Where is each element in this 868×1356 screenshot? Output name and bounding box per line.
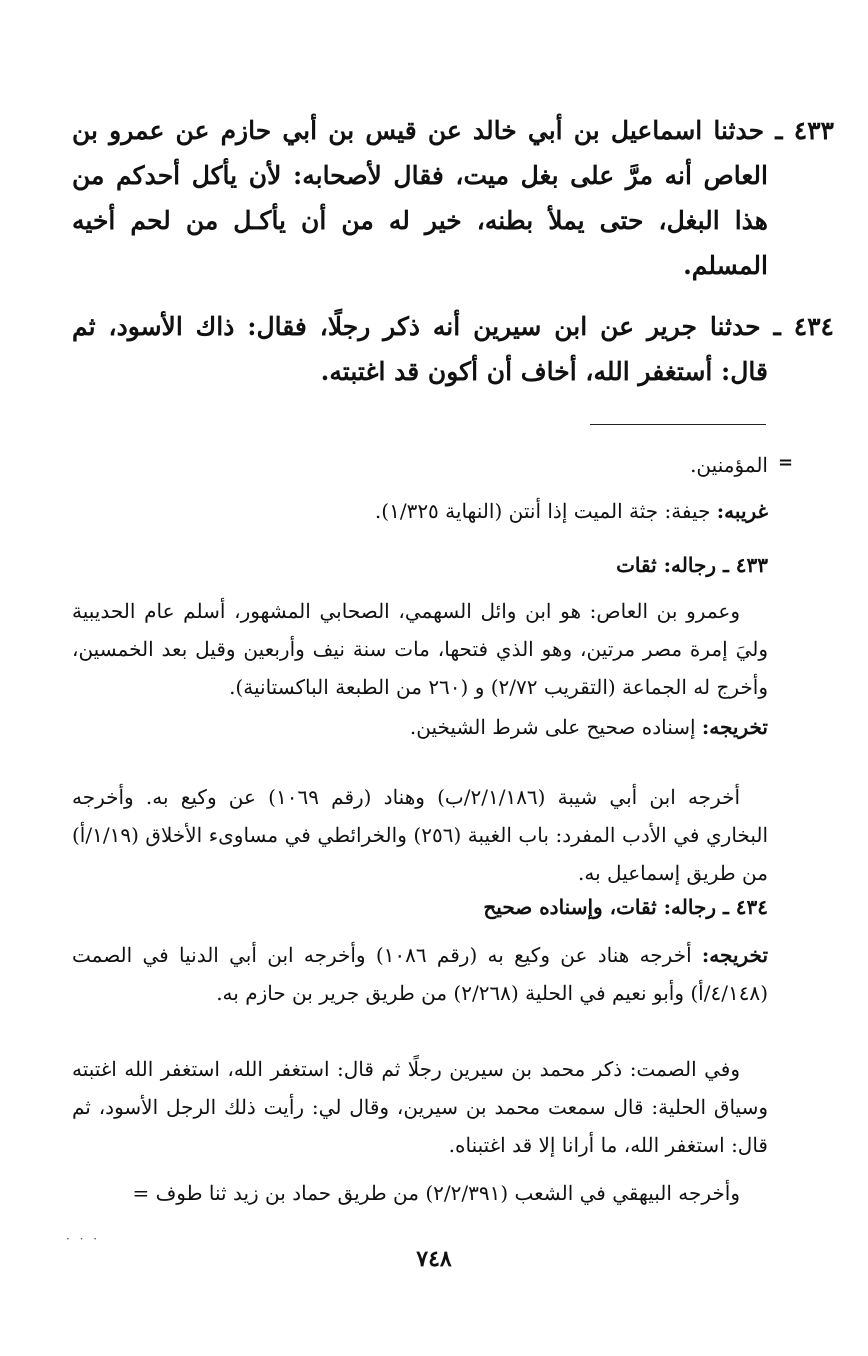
page-number: ٧٤٨ (416, 1246, 452, 1272)
gharib-text: جيفة: جثة الميت إذا أنتن (النهاية ١/٣٢٥). (374, 499, 711, 523)
hadith-434 (72, 304, 834, 394)
scan-specks: · · · (66, 1232, 101, 1246)
takhrij-label: تخريجه: (701, 715, 768, 739)
hadith-text: حدثنا جرير عن ابن سيرين أنه ذكر رجلًا، فقال: ذاك الأسود، ثم قال: أستغفر الله، أخاف أن أكون قد اغتبته. (72, 312, 768, 386)
continuation-mark: = (778, 452, 794, 473)
footnote-434-heading: ٤٣٤ ـ رجاله: ثقات، وإسناده صحيح (483, 895, 768, 919)
footnote-433-takhrij (72, 708, 834, 746)
footnote-separator (590, 424, 766, 425)
takhrij-text: إسناده صحيح على شرط الشيخين. (409, 715, 696, 739)
hadith-number: ٤٣٤ ـ (773, 312, 834, 341)
hadith-433 (72, 108, 834, 288)
takhrij-text: أخرجه هناد عن وكيع به (رقم ١٠٨٦) وأخرجه ابن أبي الدنيا في الصمت (٤/١٤٨/أ) وأبو نعيم في الحلية (٢/٢٦٨) من طريق جرير بن حازم به. (72, 943, 768, 1005)
hadith-text: حدثنا اسماعيل بن أبي خالد عن قيس بن أبي حازم عن عمرو بن العاص أنه مرَّ على بغل ميت، فقال لأصحابه: لأن يأكل أحدكم من هذا البغل، حتى يملأ بطنه، خير له من أن يأكـل من لحم أخيه المسلم. (72, 116, 768, 280)
footnote-433-sources: أخرجه ابن أبي شيبة (٢/١/١٨٦/ب) وهناد (رقم ١٠٦٩) عن وكيع به. وأخرجه البخاري في الأدب المفرد: باب الغيبة (٢٥٦) والخرائطي في مساوىء الأخلاق (١/١٩/أ) من طريق إسماعيل به. (72, 785, 769, 885)
footnote-434-bayhaqi: وأخرجه البيهقي في الشعب (٢/٢/٣٩١) من طريق حماد بن زيد ثنا طوف = (132, 1181, 740, 1205)
gharib-label: غريبه: (716, 499, 768, 523)
hadith-number: ٤٣٣ ـ (775, 116, 834, 145)
footnote-434-samt: وفي الصمت: ذكر محمد بن سيرين رجلًا ثم قال: استغفر الله، استغفر الله اغتبته وسياق الحلية: قال سمعت محمد بن سيرين، وقال لي: رأيت ذلك الرجل الأسود، ثم قال: استغفر الله، ما أرانا إلا قد اغتبناه. (72, 1057, 768, 1157)
footnote-gharib (72, 492, 834, 530)
footnote-433-bio: وعمرو بن العاص: هو ابن وائل السهمي، الصحابي المشهور، أسلم عام الحديبية وليَ إمرة مصر مرتين، وهو الذي فتحها، مات سنة نيف وأربعين وقيل بعد الخمسين، وأخرج له الجماعة (التقريب ٢/٧٢) و (٢٦٠ من الطبعة الباكستانية). (72, 599, 768, 699)
footnote-continuation: المؤمنين. (690, 453, 768, 477)
footnote-433-heading: ٤٣٣ ـ رجاله: ثقات (616, 553, 768, 577)
takhrij-label: تخريجه: (701, 943, 769, 967)
footnote-434-takhrij (72, 936, 768, 1012)
